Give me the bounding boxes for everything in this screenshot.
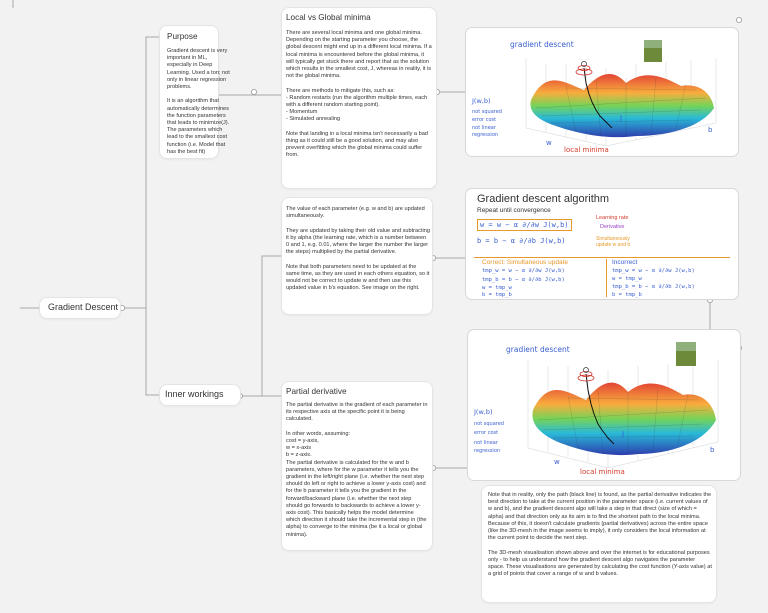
algo-w-eq: w = w − α ∂/∂w J(w,b)	[477, 219, 572, 231]
algo-repeat: Repeat until convergence	[477, 207, 551, 214]
algo-title: Gradient descent algorithm	[477, 193, 610, 205]
partial-body: The partial derivative is the gradient of each parameter in its respective axis at the specific point it is being calculated. In other words, assuming: cost = y-axis, w = x-axis b = z-axis. The partial derivative is calculated for the w and b parameters, where for the w parameter it tells you the gradient in the left/right plane (i.e. whether the next step should do left or right to achieve a lower y-axis cost) and for the b parameter it tells you the gradient in the forward/backward plane (i.e. whether the next step should go forwards to backwards to achieve a lower y-axis cost). This basically helps the model determine which direction it should take the incremental step in (the alpha) to converge to the minima (be it a local or global minima).	[286, 402, 428, 538]
update-node[interactable]	[282, 198, 432, 314]
inner-workings-label: Inner workings	[165, 389, 224, 399]
plot2-note4: regression	[474, 448, 501, 454]
plot2-note2: error cost	[474, 430, 499, 436]
algo-vertical-divider	[606, 259, 607, 297]
algo-divider	[474, 257, 730, 258]
local-global-node[interactable]	[282, 8, 436, 188]
algo-incorrect: Incorrect	[612, 259, 638, 266]
plot1-j: J	[620, 114, 623, 122]
algorithm-image[interactable]	[466, 189, 738, 299]
plot2-title: gradient descent	[506, 345, 570, 354]
plot1-note3: not linear	[472, 125, 496, 131]
local-global-body: There are several local minima and one global minima. Depending on the starting parameter you choose, the global descent might end up in a different local minima. If a local minima is encountered before the global minima, it will typically get stuck there and report that as the solution which results in the smallest cost, J, whereas in reality, it is not the global minima. There are methods to mitigate this, such as: - Random restarts (run the algorithm multiple times, each with a different random starting point). - Momentum - Simulated annealing Note that landing in a local minima isn't necessarily a bad thing as it could still be a good solution, and may also prevent overfitting which the global minima could suffer from.	[286, 30, 432, 159]
plot1-note1: not squared	[472, 109, 502, 115]
algo-c4: b = tmp_b	[482, 292, 512, 298]
root-node-label: Gradient Descent	[48, 302, 119, 312]
local-global-title: Local vs Global minima	[286, 13, 371, 22]
surface-plot-2	[468, 330, 740, 480]
plot2-j: J	[622, 430, 625, 438]
plot1-jwb: J(w,b)	[472, 97, 491, 105]
algo-c1: tmp_w = w − α ∂/∂w J(w,b)	[482, 268, 565, 274]
gradient-surface-image-2[interactable]	[468, 330, 740, 480]
root-node[interactable]	[40, 298, 120, 318]
algo-lr: Learning rate	[596, 215, 629, 221]
inner-workings-node[interactable]	[160, 385, 240, 405]
purpose-node[interactable]	[160, 26, 230, 158]
algo-simul: Simultaneously update w and b	[596, 236, 631, 248]
plot1-title: gradient descent	[510, 40, 574, 49]
note-body: Note that in reality, only the path (black line) is found, as the partial derivative indicates the best direction to take at the current position in the parameter space (i.e. current values of w and b), and the gradient descent algo will take a step in that direct (size of which = alpha) and that direction only as its aim is to find the shortest path to the local minima. Because of this, it doesn't calculate gradients (partial derivatives) across the entire space (like the 3D-mesh in the image seems to imply), it only considers the local information at the current point to decide the next step. The 3D-mesh visualisation shown above and over the internet is for educational purposes only - to help us understand how the gradient descent algo navigates the parameter space. These visualisations are generated by calculating the cost function (Y-axis value) at a grid of points that cover a range of w and b values.	[488, 492, 712, 578]
algo-c3: w = tmp_w	[482, 285, 512, 291]
plot1-local: local minima	[564, 146, 609, 154]
plot1-b: b	[708, 126, 713, 134]
algo-i3: tmp_b = b − α ∂/∂b J(w,b)	[612, 284, 695, 290]
plot2-jwb: J(w,b)	[474, 408, 493, 416]
surface-plot-1	[466, 28, 738, 156]
plot1-note4: regression	[472, 132, 499, 138]
plot1-w: w	[546, 139, 552, 147]
algo-correct: Correct: Simultaneous update	[482, 259, 568, 266]
algo-i2: w = tmp_w	[612, 276, 642, 282]
algo-i4: b = tmp_b	[612, 292, 642, 298]
algo-deriv: Derivative	[600, 224, 625, 230]
note-node[interactable]	[482, 486, 716, 602]
plot2-w: w	[554, 458, 560, 466]
plot2-local: local minima	[580, 468, 625, 476]
purpose-title: Purpose	[167, 32, 198, 41]
partial-node[interactable]	[282, 382, 432, 550]
plot2-note3: not linear	[474, 440, 498, 446]
plot1-note2: error cost	[472, 117, 497, 123]
gradient-surface-image-1[interactable]	[466, 28, 738, 156]
algo-i1: tmp_w = w − α ∂/∂w J(w,b)	[612, 268, 695, 274]
plot2-note1: not squared	[474, 421, 504, 427]
purpose-body: Gradient descent is very important in ML, especially in Deep Learning. Used a ton; not only in linear regression problems. It is an algorithm that automatically determines the function parameters that leads to minimize(J). The parameters which lead to the smallest cost function (i.e. Model that has the best fit)	[167, 48, 230, 155]
algo-c2: tmp_b = b − α ∂/∂b J(w,b)	[482, 277, 565, 283]
partial-title: Partial derivative	[286, 387, 347, 396]
plot2-b: b	[710, 446, 715, 454]
algo-b-eq: b = b − α ∂/∂b J(w,b)	[477, 237, 566, 245]
update-body: The value of each parameter (e.g. w and b) are updated simultaneously. They are updated by taking their old value and subtracting it by alpha (the learning rate, which is a number between 0 and 1, e.g. 0.01, where the larger the number the larger the steps) multiplied by the partial derivative. Note that both parameters need to be updated at the same time, as they are used in each others equation, so it would not be correct to update w and then use this updated value in b's equation. See image on the right.	[286, 206, 430, 292]
